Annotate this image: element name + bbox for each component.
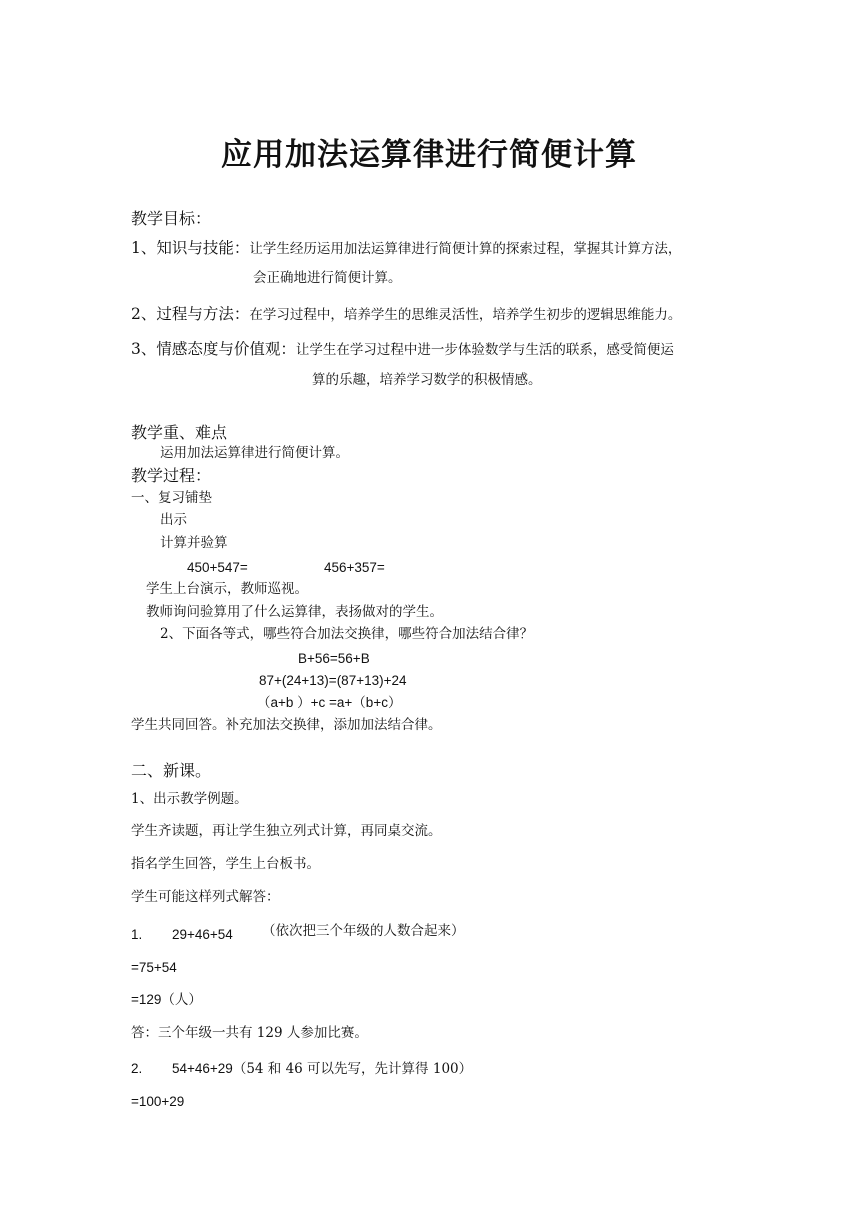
solution-1-step-2: =129（人） bbox=[131, 992, 202, 1007]
review-line-1: 学生上台演示，教师巡视。 bbox=[146, 581, 308, 597]
solution-1-note: （依次把三个年级的人数合起来） bbox=[262, 923, 465, 939]
solution-2-number: 2. bbox=[131, 1061, 143, 1076]
new-lesson-heading: 二、新课。 bbox=[131, 761, 212, 780]
review-heading: 一、复习铺垫 bbox=[131, 490, 212, 506]
review-expression-2: 456+357= bbox=[324, 560, 385, 575]
objective-2 bbox=[131, 306, 681, 323]
key-points-text: 运用加法运算律进行简便计算。 bbox=[160, 445, 349, 461]
solution-2-line bbox=[172, 1062, 472, 1077]
objective-2-text: 在学习过程中，培养学生的思维灵活性，培养学生初步的逻辑思维能力。 bbox=[249, 307, 682, 323]
equation-1: B+56=56+B bbox=[298, 651, 370, 666]
solution-2-step-1: =100+29 bbox=[131, 1094, 185, 1109]
equation-2: 87+(24+13)=(87+13)+24 bbox=[259, 673, 407, 688]
solution-1-expression: 29+46+54 bbox=[172, 927, 233, 942]
new-lesson-line-3: 指名学生回答，学生上台板书。 bbox=[131, 856, 320, 872]
review-show: 出示 bbox=[160, 512, 187, 528]
objective-3-text: 让学生在学习过程中进一步体验数学与生活的联系，感受简便运 bbox=[295, 342, 674, 358]
process-heading: 教学过程： bbox=[131, 466, 212, 485]
new-lesson-line-2: 学生齐读题，再让学生独立列式计算，再同桌交流。 bbox=[131, 823, 442, 839]
key-points-heading: 教学重、难点 bbox=[131, 423, 228, 442]
review-line-2: 教师询问验算用了什么运算律，表扬做对的学生。 bbox=[146, 604, 443, 620]
solution-1-number: 1. bbox=[131, 927, 143, 942]
review-question-2: 2、下面各等式，哪些符合加法交换律，哪些符合加法结合律？ bbox=[160, 626, 534, 642]
new-lesson-line-1: 1、出示教学例题。 bbox=[131, 791, 248, 807]
objective-1-text: 让学生经历运用加法运算律进行简便计算的探索过程，掌握其计算方法， bbox=[249, 241, 682, 257]
review-expression-1: 450+547= bbox=[187, 560, 248, 575]
solution-2-note: （54 和 46 可以先写，先计算得 100） bbox=[232, 1061, 473, 1077]
review-task: 计算并验算 bbox=[160, 535, 228, 551]
objective-3 bbox=[131, 341, 674, 358]
objective-1 bbox=[131, 240, 681, 257]
objective-3-label: 3、情感态度与价值观： bbox=[131, 340, 296, 358]
objective-1-label: 1、知识与技能： bbox=[131, 239, 250, 257]
solution-1-step-1: =75+54 bbox=[131, 960, 177, 975]
objective-2-label: 2、过程与方法： bbox=[131, 305, 250, 323]
new-lesson-line-4: 学生可能这样列式解答： bbox=[131, 889, 280, 905]
solution-2-expression: 54+46+29 bbox=[172, 1061, 233, 1076]
objective-3-continuation: 算的乐趣，培养学习数学的积极情感。 bbox=[312, 372, 542, 388]
page-title: 应用加法运算律进行简便计算 bbox=[221, 137, 637, 173]
solution-1-answer: 答：三个年级一共有 129 人参加比赛。 bbox=[131, 1025, 368, 1041]
objectives-heading: 教学目标： bbox=[131, 209, 212, 228]
review-summary: 学生共同回答。补充加法交换律，添加加法结合律。 bbox=[131, 717, 442, 733]
objective-1-continuation: 会正确地进行简便计算。 bbox=[253, 270, 402, 286]
equation-3: （a+b ）+c =a+（b+c） bbox=[257, 695, 402, 710]
